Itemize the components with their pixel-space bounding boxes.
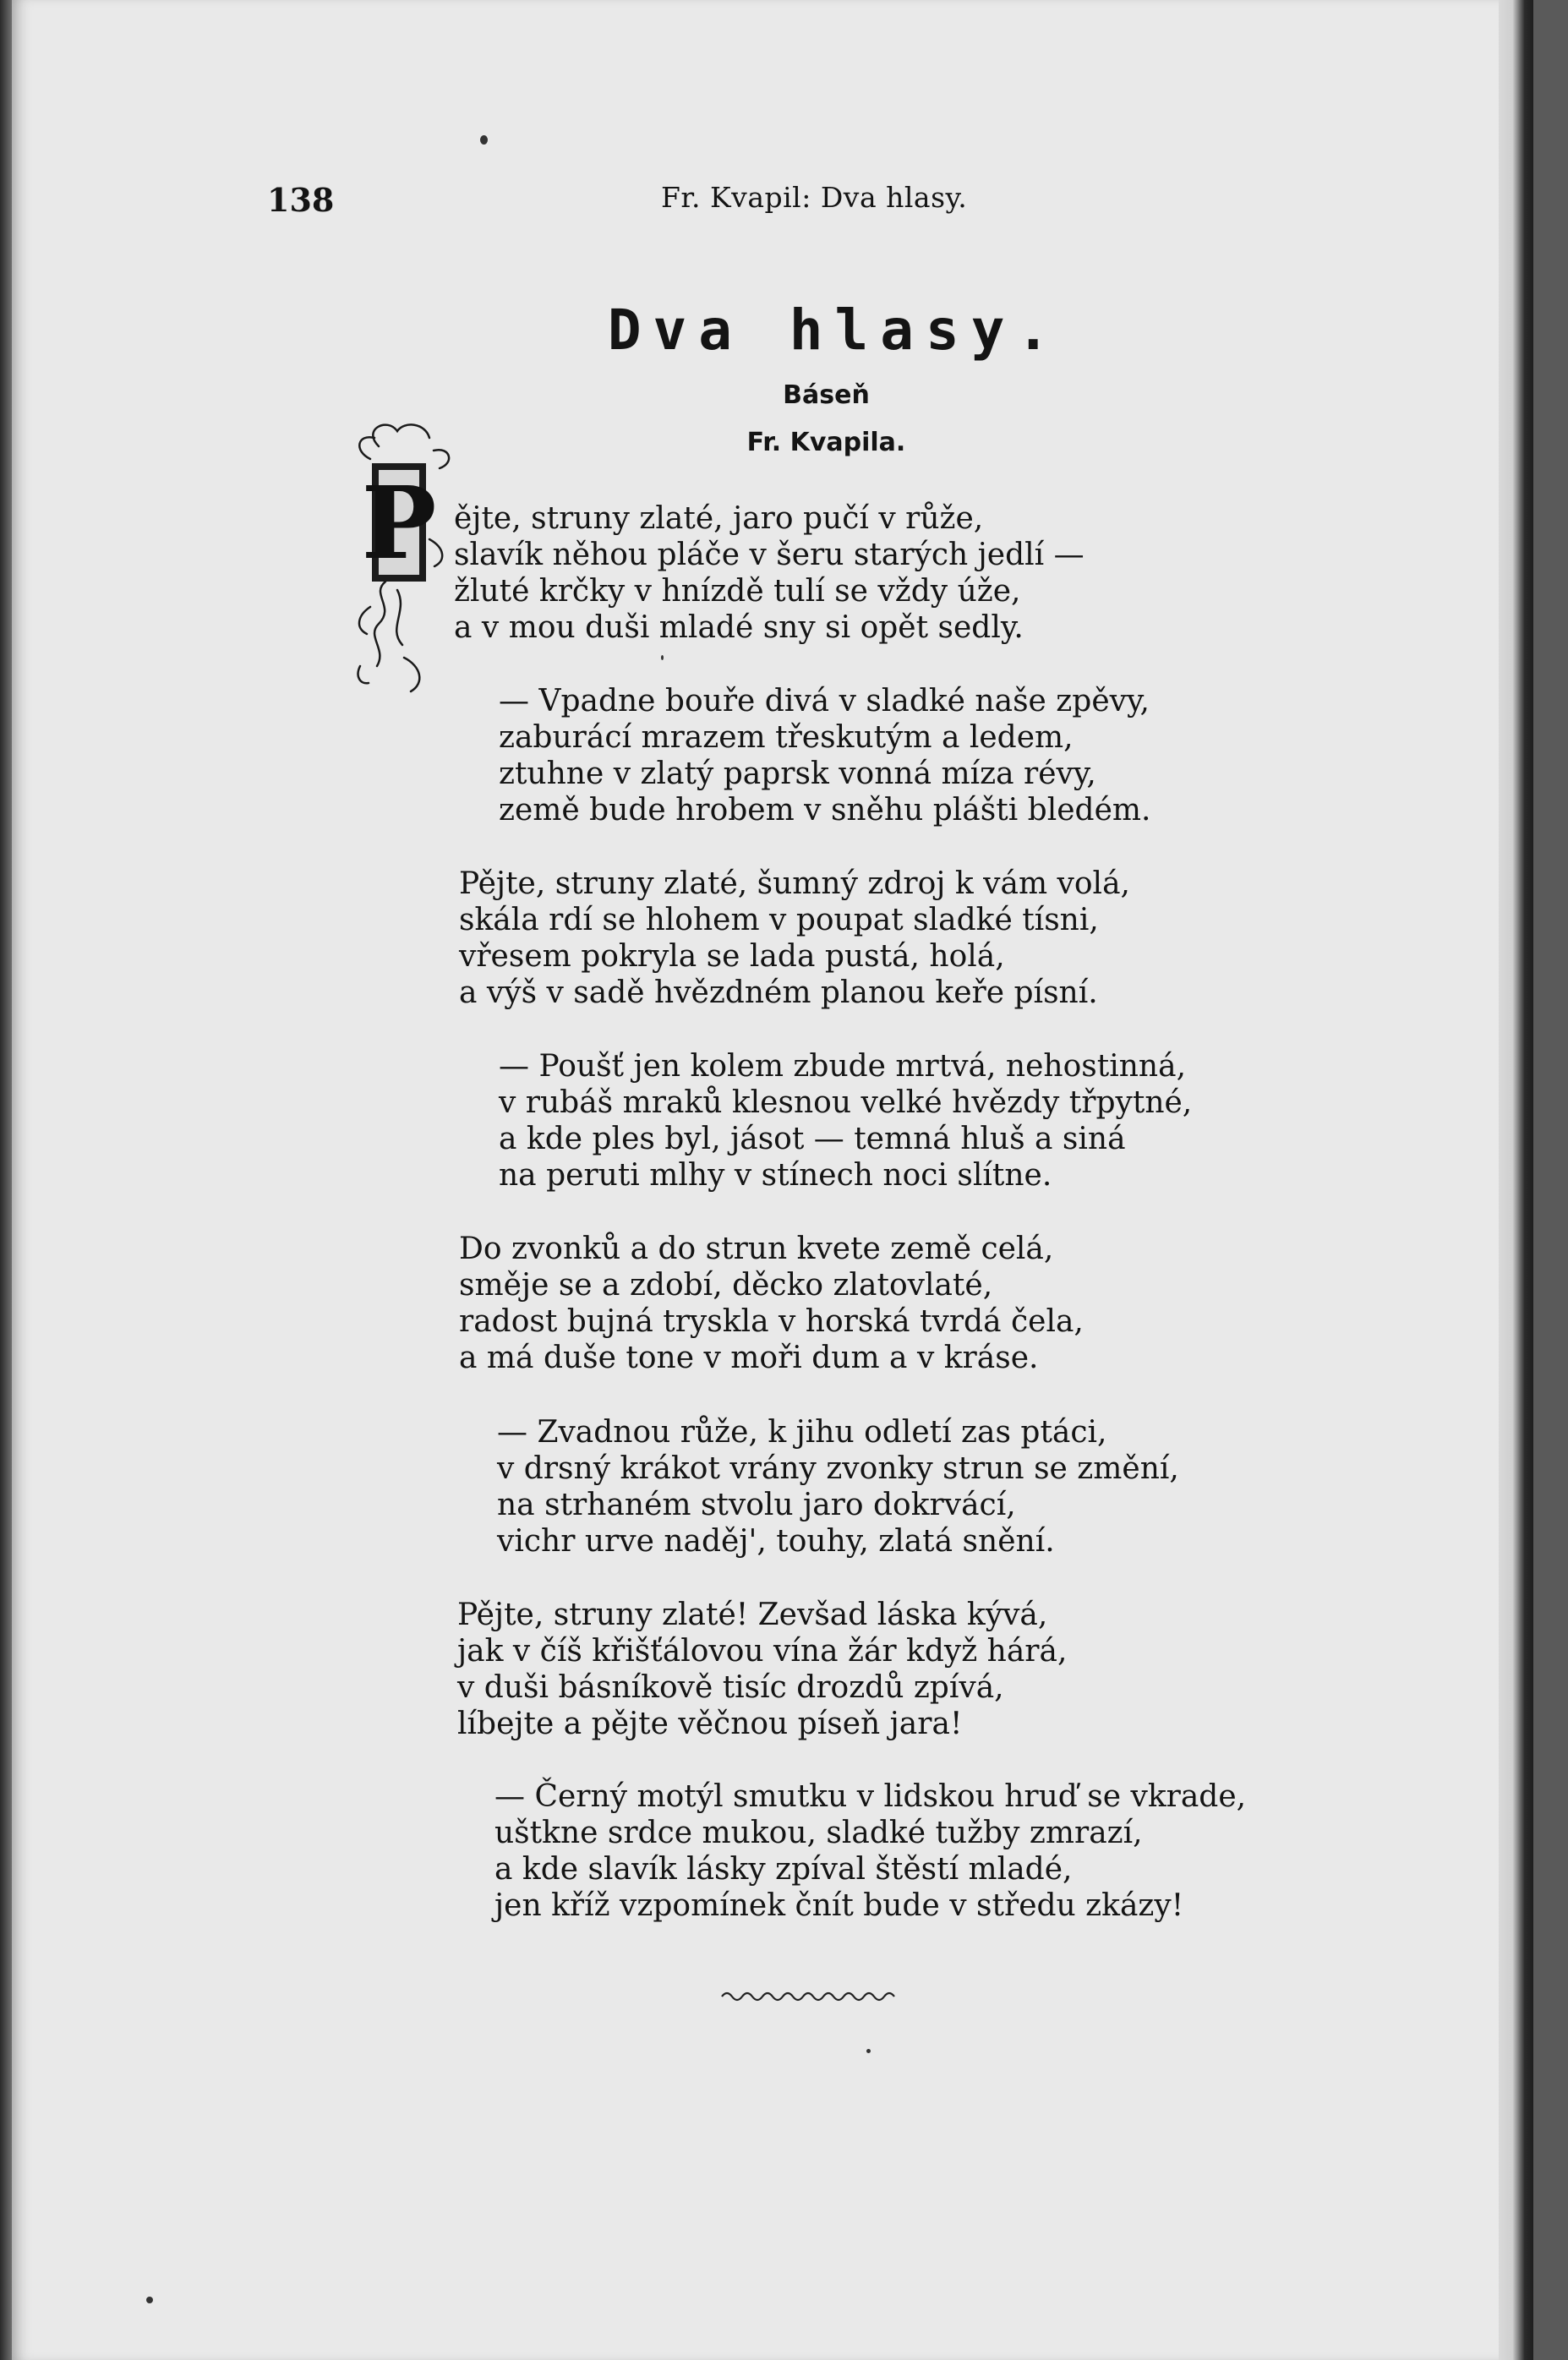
verse-line: jen kříž vzpomínek čnít bude v středu zkázy! <box>494 1888 1184 1923</box>
verse-line: v rubáš mraků klesnou velké hvězdy třpytné, <box>499 1085 1193 1120</box>
stanza-5 <box>459 1231 1084 1376</box>
verse-line: Pějte, struny zlaté, šumný zdroj k vám volá, <box>459 866 1130 901</box>
verse-line: — Černý motýl smutku v lidskou hruď se vkrade, <box>494 1779 1247 1814</box>
verse-line: žluté krčky v hnízdě tulí se vždy úže, <box>454 574 1021 609</box>
verse-line: — Zvadnou růže, k jihu odletí zas ptáci, <box>497 1415 1107 1450</box>
stanza-7 <box>457 1597 1067 1742</box>
verse-line: vřesem pokryla se lada pustá, holá, <box>459 939 1005 974</box>
stanza-6 <box>497 1414 1179 1560</box>
verse-line: na peruti mlhy v stínech noci slítne. <box>499 1158 1052 1193</box>
verse-line: země bude hrobem v sněhu plášti bledém. <box>499 793 1151 828</box>
verse-line: ztuhne v zlatý paprsk vonná míza révy, <box>499 757 1096 791</box>
verse-line: na strhaném stvolu jaro dokrvácí, <box>497 1488 1016 1522</box>
stanza-4 <box>499 1048 1192 1194</box>
drop-cap-ornament-icon <box>345 412 463 700</box>
verse-line: skála rdí se hlohem v poupat sladké tísni, <box>459 903 1099 937</box>
verse-line: — Poušť jen kolem zbude mrtvá, nehostinná, <box>499 1049 1187 1084</box>
verse-line: líbejte a pějte věčnou píseň jara! <box>457 1707 963 1741</box>
stanza-1 <box>454 500 1084 646</box>
poem-title: Dva hlasy. <box>607 298 1063 363</box>
verse-line: radost bujná tryskla v horská tvrdá čela, <box>459 1304 1084 1339</box>
poem-author: Fr. Kvapila. <box>746 428 906 457</box>
scan-speck <box>146 2297 153 2303</box>
verse-line: uštkne srdce mukou, sladké tužby zmrazí, <box>494 1816 1143 1850</box>
verse-line: a kde slavík lásky zpíval štěstí mladé, <box>494 1852 1073 1887</box>
verse-line: a v mou duši mladé sny si opět sedly. <box>454 610 1024 645</box>
verse-line: a kde ples byl, jásot — temná hluš a siná <box>499 1122 1126 1156</box>
closing-ornament-icon <box>720 1986 898 2007</box>
scan-speck <box>866 2049 871 2053</box>
verse-line: Do zvonků a do strun kvete země celá, <box>459 1232 1054 1266</box>
verse-line: v drsný krákot vrány zvonky strun se změní, <box>497 1451 1179 1486</box>
verse-line: směje se a zdobí, děcko zlatovlaté, <box>459 1268 993 1303</box>
verse-line: ějte, struny zlaté, jaro pučí v růže, <box>454 501 984 536</box>
drop-cap-letter: P <box>361 464 437 582</box>
poem-subtitle: Báseň <box>783 380 870 410</box>
verse-line: v duši básníkově tisíc drozdů zpívá, <box>457 1670 1004 1705</box>
running-head: Fr. Kvapil: Dva hlasy. <box>661 181 968 214</box>
verse-line: a výš v sadě hvězdném planou keře písní. <box>459 975 1098 1010</box>
page-number: 138 <box>267 181 335 219</box>
verse-line: jak v číš křišťálovou vína žár když hárá, <box>457 1634 1068 1669</box>
verse-line: slavík něhou pláče v šeru starých jedlí — <box>454 538 1084 572</box>
stanza-3 <box>459 866 1130 1011</box>
scan-speck <box>480 135 488 145</box>
verse-line: Pějte, struny zlaté! Zevšad láska kývá, <box>457 1598 1048 1632</box>
scan-speck <box>661 655 664 660</box>
verse-line: vichr urve naděj', touhy, zlatá snění. <box>497 1524 1055 1559</box>
page-header <box>0 181 1568 232</box>
stanza-2 <box>499 683 1150 828</box>
verse-line: zaburácí mrazem třeskutým a ledem, <box>499 720 1074 755</box>
verse-line: a má duše tone v moři dum a v kráse. <box>459 1341 1039 1375</box>
stanza-8 <box>494 1778 1246 1924</box>
verse-line: — Vpadne bouře divá v sladké naše zpěvy, <box>499 684 1150 718</box>
